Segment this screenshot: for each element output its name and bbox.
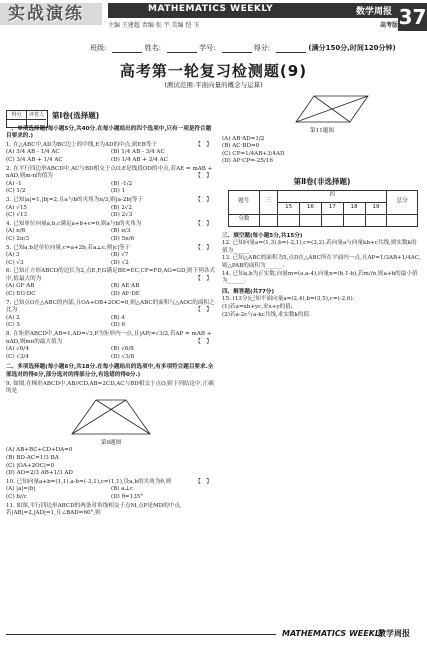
staff-line: 主编 王建超 责编 张 宇 美编 恺 玉 高考版 xyxy=(108,22,398,29)
question-9: 9. 如图,在梯形ABCD中,AB//CD,AB=2CD,AC与BD相交于点O,则下列结论中,正确的是 第9题图 (A) AB+BC+CD+DA=0 (B) BD-AC=1/3 BA (C) |OA+2OC|=0 (D) AO=2/3 AB+1/3 AD xyxy=(6,381,216,478)
question-2: 2. 在平行四边形ABCD中,AC与BD相交于点O,E是线段OD的中点,若AE = mAB + nAD,则m-n的值为 【 】 (A) -1 (B) -1/2 (C) 1/2 (D) 1 xyxy=(6,165,213,195)
parallelogram-figure xyxy=(292,92,372,128)
page-title: 高考第一轮复习检测题(9) xyxy=(119,62,308,80)
page-number: 37 xyxy=(398,5,427,29)
multi-choice-heading: 二、多项选择题(每小题6分,共18分.在每小题给出的选项中,有多项符合题目要求.全部选对的得6分,部分选对的得部分分,有选错的得0分.) xyxy=(6,364,214,378)
question-10: 10. 已知向量a+b=(1,1),a-b=(-3,1),c=(1,1),设a,b的夹角为θ,则 【 】 (A) |a|=|b| (B) a⊥c (C) b//c (D) θ=135° xyxy=(6,478,212,500)
score-box: 得分 评卷人 xyxy=(6,110,48,128)
score-table: 题号 三 四 总分 15 16 17 18 19 分数 xyxy=(228,190,418,227)
footer-newspaper: 数学周报 xyxy=(378,629,410,638)
question-1: 1. 在△ABC中,AD为BC边上的中线,E为AD的中点,则EB等于 【 】 (A) 3/4 AB - 1/4 AC (B) 1/4 AB - 3/4 AC (C) 3/4 AB + 1/4 AC (D) 1/4 AB + 3/4 AC xyxy=(6,141,212,163)
figure-9-caption: 第9题图 xyxy=(100,439,122,446)
question-5: 5. 已知a,b是单位向量,c=a+2b,若a⊥c,则|c|等于 【 】 (A) 3 (B) √7 (C) √3 (D) √2 xyxy=(6,244,212,266)
edition: 高考版 xyxy=(379,22,398,29)
question-4: 4. 已知单位向量a,b,c满足a+b+c=0,则a与b的夹角为 【 】 (A) π/6 (B) π/3 (C) 2π/3 (D) 5π/6 xyxy=(6,220,212,242)
column-title: 实战演练 xyxy=(0,3,102,25)
question-3: 3. 已知|a|=1,|b|=2,且a与b的夹角为π/3,则|a-2b|等于 【 】 (A) √15 (B) 2√2 (C) √13 (D) 2√3 xyxy=(6,196,212,219)
left-column xyxy=(6,112,216,518)
test-scope: (测试范围:平面向量的概念与运算) xyxy=(164,81,263,89)
figure-11-caption: 第11题图 xyxy=(310,128,334,134)
part1-title: 第Ⅰ卷(选择题) xyxy=(52,111,100,120)
fill-heading: 三、填空题(每小题5分,共15分) xyxy=(222,232,303,239)
single-choice-heading: 一、单项选择题(每小题5分,共40分.在每小题给出的四个选项中,只有一项是符合题目要求的.) xyxy=(6,125,212,140)
question-6: 6. 已知正方形ABCD的边长为2,点E,F,G满足BE=EC,CF=FD,AG=GD,则下列各式中,值最大的为 【 】 (A) GF·AB (B) AE·AB (C) EG·DC (D) AF·DE xyxy=(6,268,216,298)
part2-title: 第Ⅱ卷(非选择题) xyxy=(293,176,351,186)
footer-masthead: MATHEMATICS WEEKLY xyxy=(282,629,385,638)
masthead-bar xyxy=(108,3,398,18)
student-info: 班级: 姓名: 学号: 得分: (满分150分,时间120分钟) xyxy=(90,44,396,52)
footer xyxy=(0,628,427,646)
answer-heading: 四、解答题(共77分) xyxy=(222,288,275,295)
right-column: 第11题图 (A) AB·AD=1/2 (B) AC·BD=0 (C) CP=1/4AB+3/4AD (D) AP·CP=-25/16 第Ⅱ卷(非选择题) 题号 三 四 总分 15 16 17 18 19 分数 三、填空题(每小题5分,共15分) 12. 已知向量a=(1,3),b=(-2,1),c=(3,2).若向量a与向量kb+c共线,则实数k的值为______. 13. 已知△ABC的面积为5,点D在△ABC所在平面内一点,且AP=1/3AB+1/4AC,则△PAB的面积为______. 14. 已知a,b为正实数,向量m=(a,a-4),向量n=(b,1-b),若m//n,则a+b的最小值为______. 四、解答题(共77分) 15. (13分)已知平面向量a=(2,4),b=(3,5),c=(-2,6). (1)若a=xb+yc,求x+y的值; (2)若a-2c与a-kc共线,求实数k的值. xyxy=(222,92,422,319)
question-8: 8. 在矩形ABCD中,AB=1,AD=√3,P为矩形内一点,且|AP|=√3/2,若AP = mAB + nAD,则mn的最大值为 【 】 (A) √6/4 (B) √6/8 (C) √3/4 (D) √3/8 xyxy=(6,331,212,360)
question-7: 7. 已知点O在△ABC的内部,且OA+OB+2OC=0,则△ABC的面积与△AOC的面积之比为 【 】 (A) 2 (B) 4 (C) 5 (D) 6 xyxy=(6,299,215,329)
trapezoid-figure xyxy=(66,396,156,440)
question-11: 11. 如图,平行四边形ABCD的两条对角线相交于点M,点P是MD的中点,若|AB|=2,|AD|=1,且∠BAD=60°,则 xyxy=(6,502,182,517)
newspaper-name: 数学周报 xyxy=(355,7,392,17)
masthead: MATHEMATICS WEEKLY xyxy=(148,4,274,14)
